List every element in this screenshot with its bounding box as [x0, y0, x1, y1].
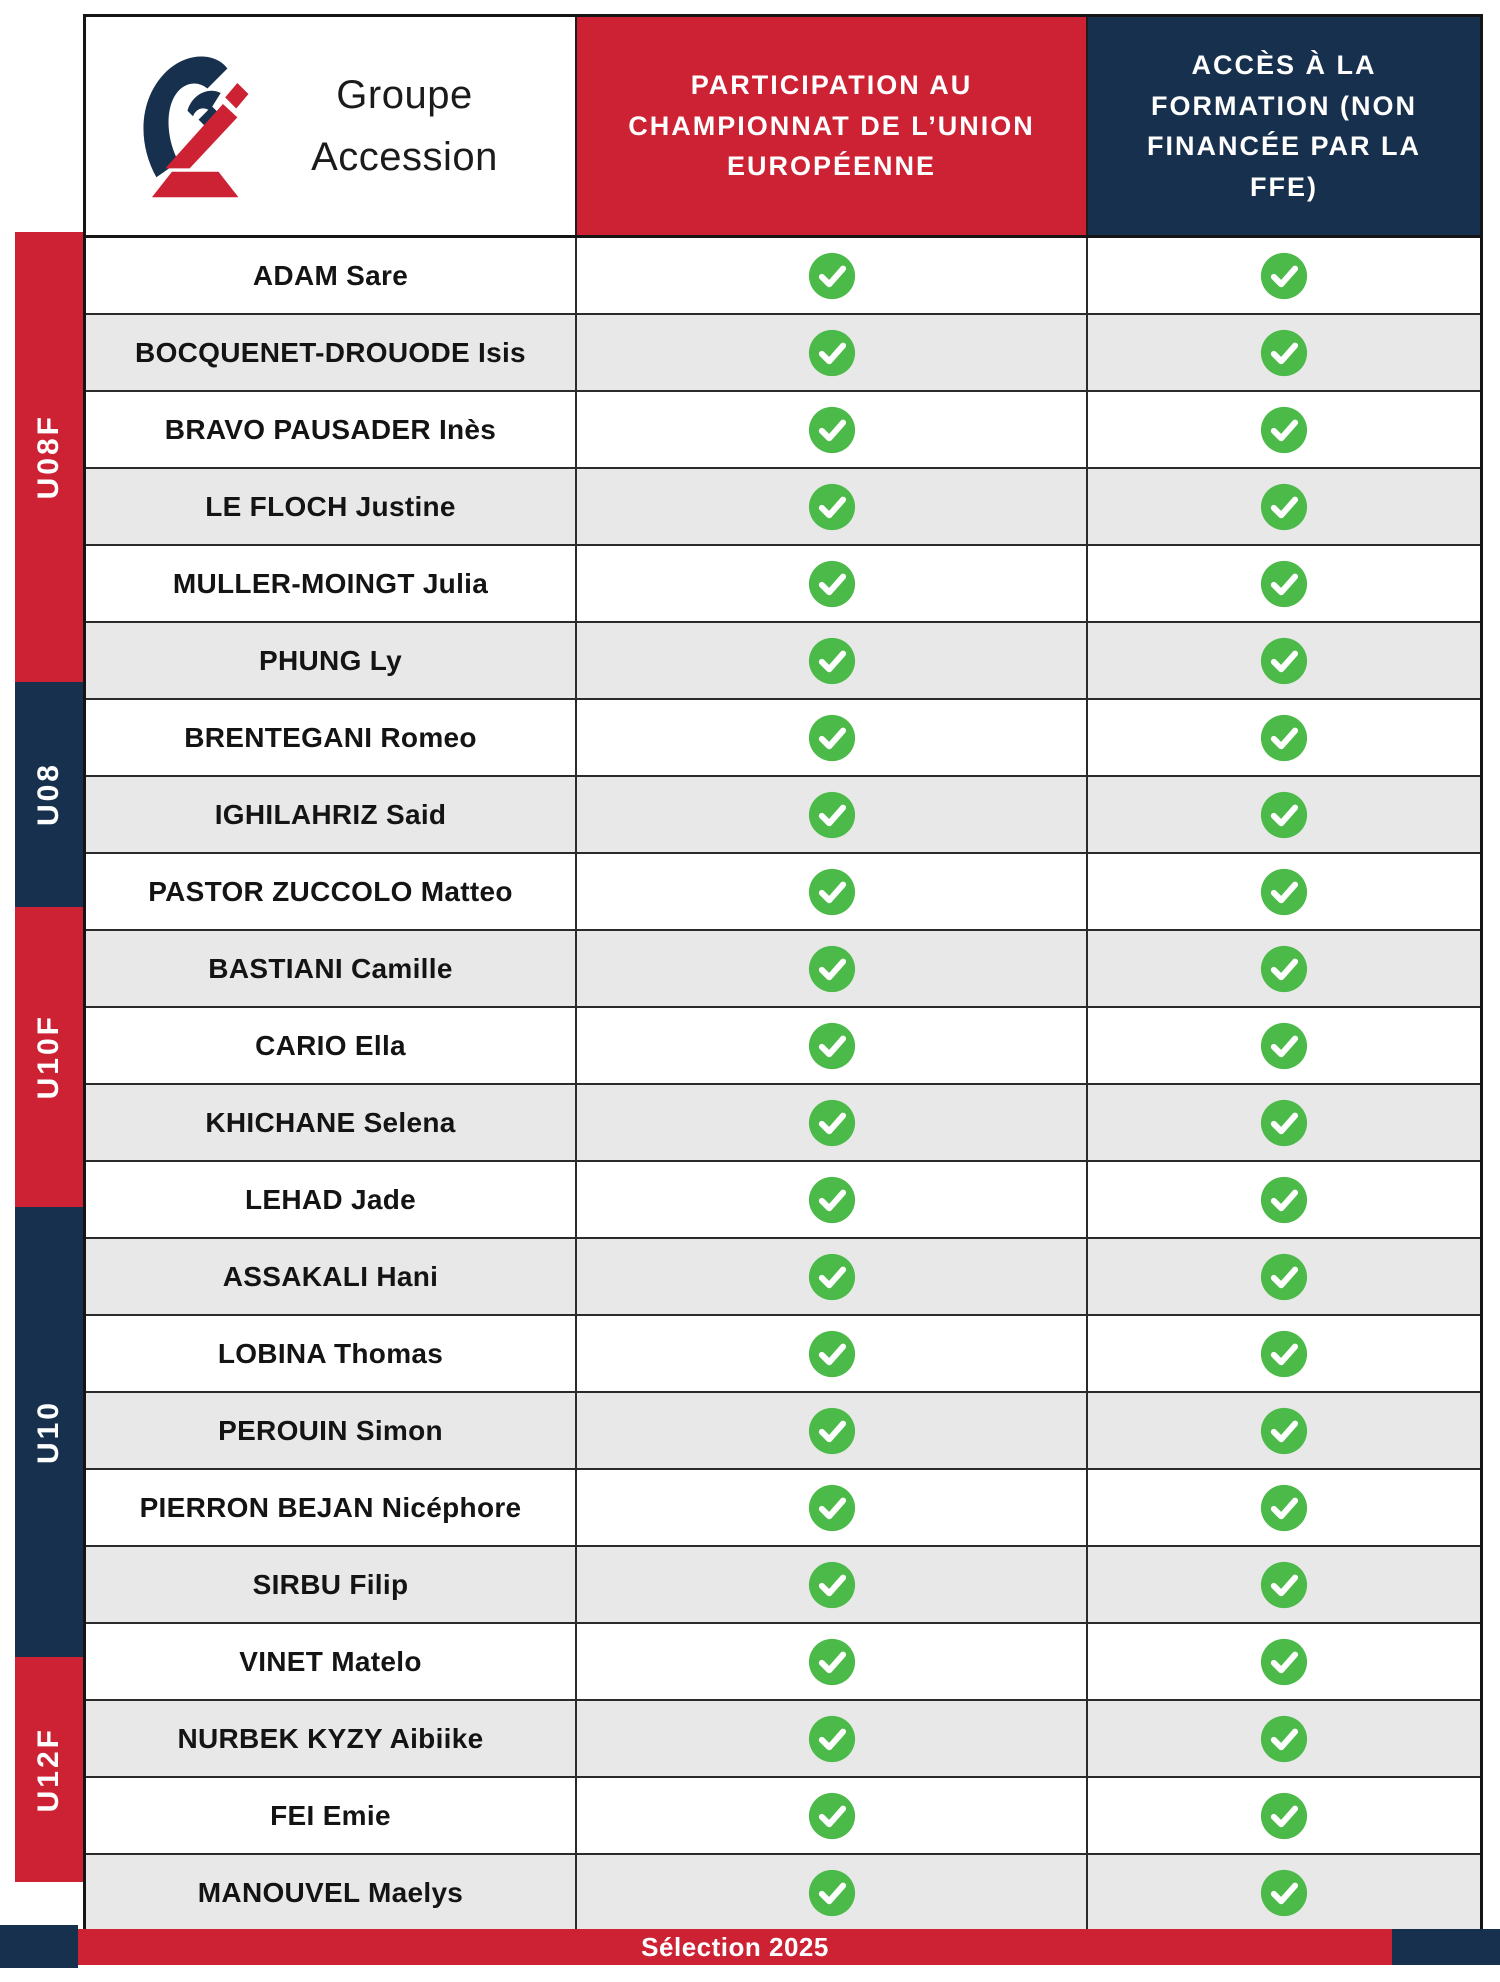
check-icon	[1260, 1869, 1308, 1917]
player-name: PASTOR ZUCCOLO Matteo	[148, 875, 513, 907]
check-icon	[1260, 1561, 1308, 1609]
table-row	[86, 1699, 1480, 1776]
banner-left-navy-block	[0, 1925, 78, 1968]
table-row	[86, 1776, 1480, 1853]
check-icon	[808, 483, 856, 531]
table-header-row	[86, 17, 1480, 238]
check-icon	[1260, 868, 1308, 916]
participation-cell	[575, 1162, 1086, 1237]
check-icon	[1260, 637, 1308, 685]
player-rows	[86, 238, 1480, 1930]
participation-cell	[575, 931, 1086, 1006]
check-icon	[1260, 1638, 1308, 1686]
check-icon	[808, 1561, 856, 1609]
formation-cell	[1086, 1778, 1480, 1853]
participation-cell	[575, 392, 1086, 467]
player-name: IGHILAHRIZ Said	[214, 798, 447, 830]
check-icon	[1260, 406, 1308, 454]
player-name: PIERRON BEJAN Nicéphore	[139, 1491, 522, 1523]
check-icon	[808, 1638, 856, 1686]
participation-cell	[575, 1393, 1086, 1468]
check-icon	[1260, 1099, 1308, 1147]
player-name: BOCQUENET-DROUODE Isis	[135, 336, 526, 368]
selection-banner	[78, 1929, 1392, 1965]
participation-cell	[575, 854, 1086, 929]
table-row	[86, 238, 1480, 313]
participation-cell	[575, 1701, 1086, 1776]
participation-cell	[575, 1855, 1086, 1930]
player-name: MULLER-MOINGT Julia	[172, 567, 489, 599]
formation-cell	[1086, 1470, 1480, 1545]
formation-cell	[1086, 1624, 1480, 1699]
table-row	[86, 1853, 1480, 1930]
table-row	[86, 1314, 1480, 1391]
player-name: FEI Emie	[270, 1799, 391, 1831]
group-band-u10	[15, 1207, 83, 1657]
participation-cell	[575, 623, 1086, 698]
player-name: BASTIANI Camille	[208, 952, 453, 984]
check-icon	[808, 791, 856, 839]
player-name: SIRBU Filip	[252, 1568, 409, 1600]
header-formation	[1086, 17, 1480, 235]
formation-cell	[1086, 469, 1480, 544]
selection-table	[83, 14, 1483, 1933]
player-name: KHICHANE Selena	[205, 1106, 456, 1138]
check-icon	[808, 1253, 856, 1301]
check-icon	[1260, 1176, 1308, 1224]
group-label: U10F	[32, 1014, 65, 1100]
participation-cell	[575, 1008, 1086, 1083]
formation-column-label: ACCÈS À LA FORMATION (NON FINANCÉE PAR LA FFE)	[1146, 50, 1421, 202]
table-row	[86, 1006, 1480, 1083]
check-icon	[1260, 252, 1308, 300]
check-icon	[808, 945, 856, 993]
check-icon	[808, 1715, 856, 1763]
brand-header-cell	[86, 17, 575, 235]
table-row	[86, 467, 1480, 544]
formation-cell	[1086, 777, 1480, 852]
table-row	[86, 621, 1480, 698]
formation-cell	[1086, 1393, 1480, 1468]
group-band-u10f	[15, 907, 83, 1207]
group-label: U12F	[32, 1726, 65, 1813]
participation-cell	[575, 1778, 1086, 1853]
participation-cell	[575, 1547, 1086, 1622]
check-icon	[808, 1099, 856, 1147]
participation-cell	[575, 777, 1086, 852]
formation-cell	[1086, 238, 1480, 313]
group-label: U08F	[32, 414, 65, 500]
participation-cell	[575, 1316, 1086, 1391]
participation-cell	[575, 1239, 1086, 1314]
formation-cell	[1086, 1855, 1480, 1930]
formation-cell	[1086, 392, 1480, 467]
check-icon	[808, 329, 856, 377]
check-icon	[1260, 945, 1308, 993]
check-icon	[808, 868, 856, 916]
player-name: NURBEK KYZY Aibiike	[177, 1722, 484, 1754]
table-row	[86, 775, 1480, 852]
check-icon	[1260, 329, 1308, 377]
table-row	[86, 698, 1480, 775]
check-icon	[808, 560, 856, 608]
group-label: U08	[32, 762, 65, 827]
banner-right-navy-block	[1392, 1929, 1500, 1965]
check-icon	[808, 1330, 856, 1378]
participation-column-label: PARTICIPATION AU CHAMPIONNAT DE L’UNION EUROPÉENNE	[628, 70, 1035, 182]
check-icon	[1260, 560, 1308, 608]
player-name: ASSAKALI Hani	[222, 1260, 439, 1292]
table-row	[86, 1468, 1480, 1545]
check-icon	[808, 252, 856, 300]
check-icon	[1260, 1792, 1308, 1840]
check-icon	[808, 714, 856, 762]
brand-title: Groupe Accession	[311, 73, 498, 179]
formation-cell	[1086, 1316, 1480, 1391]
formation-cell	[1086, 854, 1480, 929]
player-name: PHUNG Ly	[259, 644, 402, 676]
participation-cell	[575, 1085, 1086, 1160]
check-icon	[1260, 1407, 1308, 1455]
table-row	[86, 1545, 1480, 1622]
check-icon	[808, 1869, 856, 1917]
participation-cell	[575, 238, 1086, 313]
table-row	[86, 1083, 1480, 1160]
check-icon	[1260, 714, 1308, 762]
check-icon	[808, 406, 856, 454]
check-icon	[1260, 1253, 1308, 1301]
chess-club-logo-icon	[132, 46, 254, 207]
table-row	[86, 1237, 1480, 1314]
selection-label: Sélection 2025	[641, 1931, 829, 1962]
formation-cell	[1086, 1547, 1480, 1622]
formation-cell	[1086, 1701, 1480, 1776]
player-name: BRENTEGANI Romeo	[184, 721, 477, 753]
group-label: U10	[32, 1399, 65, 1465]
table-row	[86, 929, 1480, 1006]
check-icon	[808, 1022, 856, 1070]
group-band-u08f	[15, 232, 83, 682]
player-name: MANOUVEL Maelys	[197, 1876, 464, 1908]
participation-cell	[575, 315, 1086, 390]
formation-cell	[1086, 315, 1480, 390]
table-row	[86, 852, 1480, 929]
check-icon	[1260, 791, 1308, 839]
check-icon	[808, 1792, 856, 1840]
check-icon	[808, 1176, 856, 1224]
table-row	[86, 313, 1480, 390]
group-bands	[15, 232, 83, 1882]
table-row	[86, 1622, 1480, 1699]
player-name: VINET Matelo	[239, 1645, 422, 1677]
check-icon	[1260, 1715, 1308, 1763]
player-name: BRAVO PAUSADER Inès	[164, 413, 497, 445]
participation-cell	[575, 1470, 1086, 1545]
check-icon	[808, 1484, 856, 1532]
formation-cell	[1086, 1008, 1480, 1083]
player-name: LEHAD Jade	[244, 1183, 417, 1215]
player-name: PEROUIN Simon	[218, 1414, 443, 1446]
check-icon	[1260, 1330, 1308, 1378]
group-band-u12f	[15, 1657, 83, 1882]
check-icon	[808, 1407, 856, 1455]
formation-cell	[1086, 1162, 1480, 1237]
check-icon	[1260, 1484, 1308, 1532]
check-icon	[1260, 1022, 1308, 1070]
check-icon	[1260, 483, 1308, 531]
formation-cell	[1086, 1085, 1480, 1160]
participation-cell	[575, 546, 1086, 621]
participation-cell	[575, 469, 1086, 544]
header-participation	[575, 17, 1086, 235]
formation-cell	[1086, 931, 1480, 1006]
formation-cell	[1086, 1239, 1480, 1314]
player-name: CARIO Ella	[255, 1029, 406, 1061]
player-name: ADAM Sare	[252, 259, 409, 291]
formation-cell	[1086, 700, 1480, 775]
participation-cell	[575, 700, 1086, 775]
player-name: LOBINA Thomas	[217, 1337, 444, 1369]
table-row	[86, 1160, 1480, 1237]
participation-cell	[575, 1624, 1086, 1699]
formation-cell	[1086, 546, 1480, 621]
group-band-u08	[15, 682, 83, 907]
player-name: LE FLOCH Justine	[205, 490, 456, 522]
table-row	[86, 390, 1480, 467]
check-icon	[808, 637, 856, 685]
table-row	[86, 544, 1480, 621]
table-row	[86, 1391, 1480, 1468]
formation-cell	[1086, 623, 1480, 698]
